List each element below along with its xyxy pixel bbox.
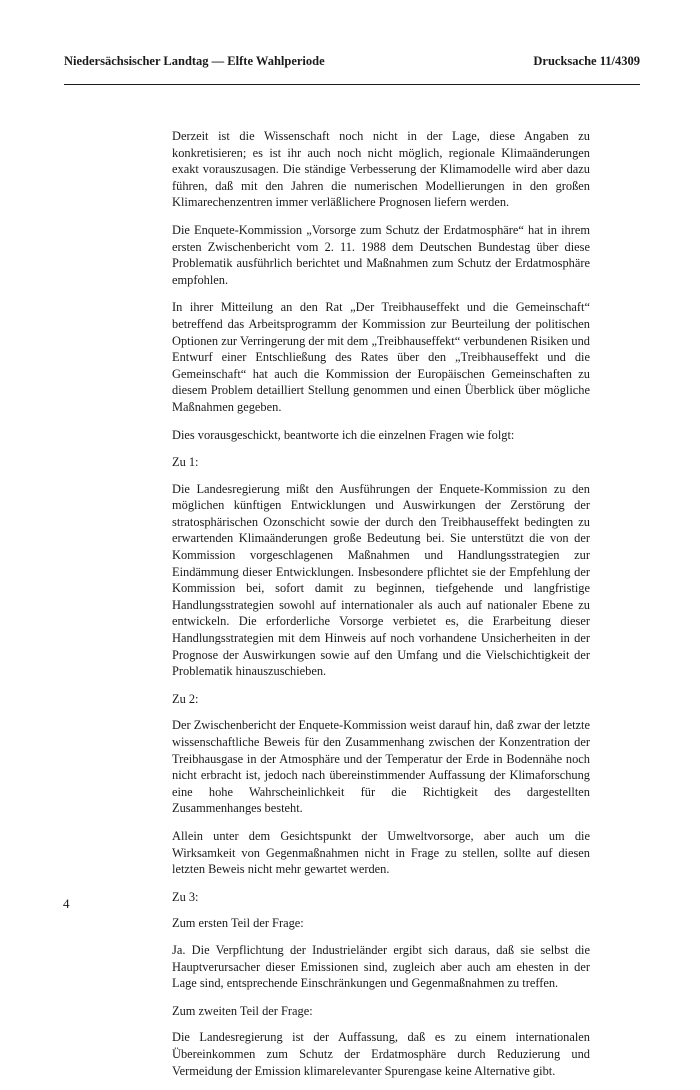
paragraph-intro-3: In ihrer Mitteilung an den Rat „Der Treibhauseffekt und die Gemeinschaft“ betreffend das Arbeitsprogramm der Kommission zur Beurteilung der politischen Optionen zur Verringerung der mit dem „Treibhauseffekt“ verbundenen Risiken und Entwurf einer Entschließung des Rates über den „Treibhauseffekt und die Gemeinschaft“ hat auch die Kommission der Europäischen Gemeinschaften zu diesem Problem detailliert Stellung genommen und einen Überblick über mögliche Maßnahmen gegeben. (172, 300, 590, 414)
page-header (64, 54, 640, 74)
paragraph-intro-2: Die Enquete-Kommission „Vorsorge zum Schutz der Erdatmosphäre“ hat in ihrem ersten Zwischenbericht vom 2. 11. 1988 dem Deutschen Bundestag über diese Problematik ausführlich berichtet und Maßnahmen zum Schutz der Erdatmosphäre empfohlen. (172, 222, 590, 287)
heading-zu-2: Zu 2: (172, 691, 199, 706)
answer-3-part-1: Ja. Die Verpflichtung der Industrieländer ergibt sich daraus, daß sie selbst die Hauptverursacher dieser Emissionen sind, zugleich aber auch am ehesten in der Lage sind, entsprechende Einschränkungen und Gegenmaßnahmen zu treffen. (172, 942, 590, 991)
header-rule (64, 84, 640, 85)
paragraph-intro-1: Derzeit ist die Wissenschaft noch nicht in der Lage, diese Angaben zu konkretisieren; es ist ihr auch noch nicht möglich, regionale Klimaänderungen exakt vorauszusagen. Die ständige Verbesserung der Klimamodelle wird aber dazu führen, daß mit den Jahren die numerischen Modellierungen in den großen Klimarechenzentren immer verläßlichere Prognosen liefern werden. (172, 129, 590, 210)
answer-2-part-1: Der Zwischenbericht der Enquete-Kommission weist darauf hin, daß zwar der letzte wissenschaftliche Beweis für den Zusammenhang zwischen der Konzentration der Treibhausgase in der Atmosphäre und der Temperatur der Erde in Bodennähe noch nicht erbracht ist, jedoch nach übereinstimmender Auffassung der Klimaforschung eine hohe Wahrscheinlichkeit für die Richtigkeit des dargestellten Zusammenhanges besteht. (172, 718, 590, 816)
answer-1: Die Landesregierung mißt den Ausführungen der Enquete-Kommission zu den möglichen künftigen Entwicklungen und Auswirkungen der Zerstörung der stratosphärischen Ozonschicht sowie der durch den Treibhauseffekt bedingten zu erwartenden Klimaänderungen große Bedeutung bei. Sie unterstützt die von der Kommission vorgeschlagenen Maßnahmen und Handlungsstrategien zur Eindämmung dieser Entwicklungen. Insbesondere pflichtet sie der Empfehlung der Kommission bei, sofort damit zu beginnen, tiefgehende und langfristige Handlungsstrategien sowohl auf internationaler als auch auf nationaler Ebene zu entwickeln. Die erforderliche Vorsorge verbietet es, die Erarbeitung dieser Handlungsstrategien mit dem Hinweis auf noch vorhandene Unsicherheiten in der Prognose der Auswirkungen sowie auf den Umfang und die Vielschichtigkeit der Problematik hinauszuschieben. (172, 481, 590, 679)
page-number: 4 (63, 896, 70, 911)
answer-3-part-2: Die Landesregierung ist der Auffassung, daß es zu einem internationalen Übereinkommen zum Schutz der Erdatmosphäre durch Reduzierung und Vermeidung der Emission klimarelevanter Spurengase keine Alternative gibt. (172, 1030, 590, 1078)
body-text (172, 128, 590, 1090)
heading-zu-1: Zu 1: (172, 455, 199, 470)
subheading-second-part: Zum zweiten Teil der Frage: (172, 1003, 313, 1018)
subheading-first-part: Zum ersten Teil der Frage: (172, 916, 304, 931)
answer-2-part-2: Allein unter dem Gesichtspunkt der Umweltvorsorge, aber auch um die Wirksamkeit von Gegenmaßnahmen nicht in Frage zu stellen, sollte auf diesen letzten Beweis nicht mehr gewartet werden. (172, 828, 590, 877)
heading-zu-3: Zu 3: (172, 889, 199, 904)
document-number: Drucksache 11/4309 (533, 54, 640, 68)
paragraph-preface: Dies vorausgeschickt, beantworte ich die einzelnen Fragen wie folgt: (172, 427, 515, 442)
header-title: Niedersächsischer Landtag — Elfte Wahlperiode (64, 54, 325, 68)
